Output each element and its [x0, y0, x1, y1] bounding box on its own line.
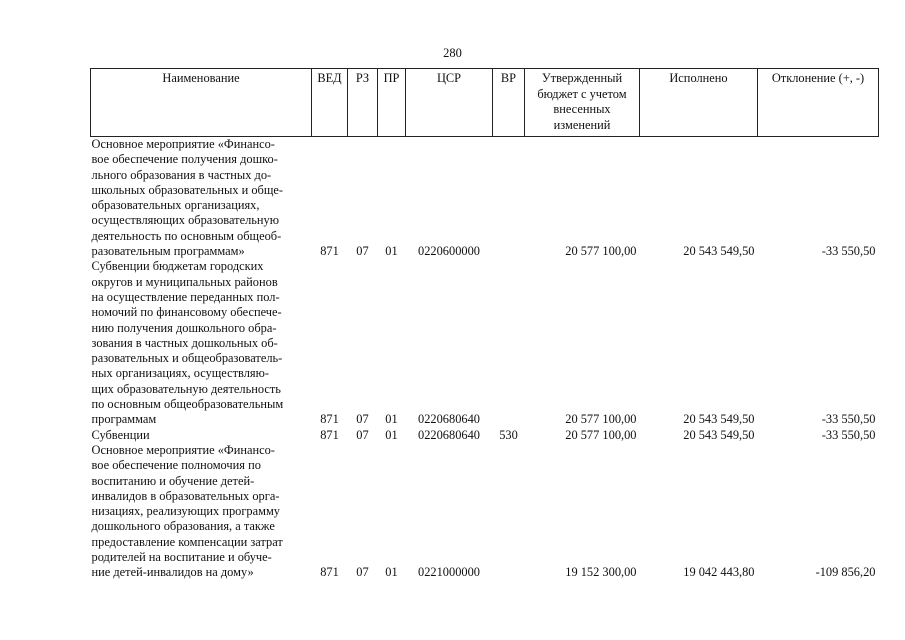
- name-line: разовательных и общеобразователь-: [91, 351, 283, 366]
- budget-execution-table: [90, 68, 879, 581]
- name-line: льного образования в частных до-: [91, 167, 272, 182]
- name-line: осуществляющих образовательную: [91, 213, 279, 228]
- cell-pr: 01: [385, 412, 398, 427]
- header-rz: РЗ: [348, 69, 378, 137]
- cell-rz: 07: [356, 412, 369, 427]
- name-line: Субвенции: [91, 427, 150, 442]
- cell-rz: 07: [356, 244, 369, 259]
- header-executed: Исполнено: [640, 69, 758, 137]
- name-line: деятельность по основным общеоб-: [91, 228, 282, 243]
- name-line: инвалидов в образовательных орга-: [91, 488, 280, 503]
- name-line: нию получения дошкольного обра-: [91, 320, 277, 335]
- name-line: программам: [91, 412, 157, 427]
- cell-ved: 871: [320, 565, 339, 580]
- cell-rz: 07: [356, 427, 369, 442]
- name-line: по основным общеобразовательным: [91, 397, 284, 412]
- name-line: на осуществление переданных пол-: [91, 289, 280, 304]
- header-csr: ЦСР: [406, 69, 493, 137]
- header-name: Наименование: [91, 69, 312, 137]
- cell-name: [91, 428, 312, 443]
- cell-name: [91, 443, 312, 581]
- header-approved-budget: Утвержденный бюджет с учетом внесенных изменений: [525, 69, 640, 137]
- cell-vr: [493, 259, 525, 427]
- cell-executed: 20 543 549,50: [683, 244, 755, 259]
- name-line: вое обеспечение полномочия по: [91, 458, 261, 473]
- name-line: образовательных организациях,: [91, 198, 260, 213]
- cell-pr: 01: [385, 244, 398, 259]
- cell-approved-budget: 19 152 300,00: [565, 565, 637, 580]
- name-line: щих образовательную деятельность: [91, 381, 281, 396]
- cell-csr: 0220680640: [418, 412, 480, 427]
- name-line: родителей на воспитание и обуче-: [91, 550, 272, 565]
- table-row: [91, 443, 879, 581]
- header-ved: ВЕД: [312, 69, 348, 137]
- table-row: [91, 428, 879, 443]
- name-line: разовательным программам»: [91, 244, 245, 259]
- cell-name: [91, 137, 312, 260]
- cell-ved: 871: [320, 427, 339, 442]
- cell-deviation: -33 550,50: [821, 244, 876, 259]
- table-body: [91, 137, 879, 581]
- table-header-row: [91, 69, 879, 137]
- table-row: [91, 137, 879, 260]
- cell-executed: 19 042 443,80: [683, 565, 755, 580]
- cell-name: [91, 259, 312, 427]
- name-line: зования в частных дошкольных об-: [91, 335, 278, 350]
- cell-vr: 530: [499, 427, 518, 442]
- cell-csr: 0220680640: [418, 427, 480, 442]
- name-line: Основное мероприятие «Финансо-: [91, 442, 275, 457]
- name-line: предоставление компенсации затрат: [91, 534, 283, 549]
- cell-approved-budget: 20 577 100,00: [565, 427, 637, 442]
- cell-csr: 0221000000: [418, 565, 480, 580]
- name-line: номочий по финансовому обеспече-: [91, 305, 282, 320]
- cell-deviation: -33 550,50: [821, 427, 876, 442]
- name-line: школьных образовательных и обще-: [91, 182, 284, 197]
- name-line: Основное мероприятие «Финансо-: [91, 137, 275, 151]
- cell-approved-budget: 20 577 100,00: [565, 412, 637, 427]
- name-line: вое обеспечение получения дошко-: [91, 152, 278, 167]
- name-line: дошкольного образования, а также: [91, 519, 275, 534]
- cell-pr: 01: [385, 427, 398, 442]
- header-vr: ВР: [493, 69, 525, 137]
- cell-vr: [493, 443, 525, 581]
- cell-ved: 871: [320, 244, 339, 259]
- name-line: ние детей-инвалидов на дому»: [91, 565, 254, 580]
- cell-executed: 20 543 549,50: [683, 427, 755, 442]
- cell-deviation: -33 550,50: [821, 412, 876, 427]
- name-line: округов и муниципальных районов: [91, 274, 278, 289]
- table-row: [91, 259, 879, 427]
- cell-executed: 20 543 549,50: [683, 412, 755, 427]
- header-pr: ПР: [378, 69, 406, 137]
- name-line: низациях, реализующих программу: [91, 504, 281, 519]
- name-line: ных организациях, осуществляю-: [91, 366, 269, 381]
- name-line: Субвенции бюджетам городских: [91, 259, 264, 274]
- cell-rz: 07: [356, 565, 369, 580]
- cell-csr: 0220600000: [418, 244, 480, 259]
- cell-deviation: -109 856,20: [815, 565, 876, 580]
- cell-approved-budget: 20 577 100,00: [565, 244, 637, 259]
- page-number: 280: [443, 46, 462, 60]
- cell-vr: [493, 137, 525, 260]
- cell-ved: 871: [320, 412, 339, 427]
- cell-pr: 01: [385, 565, 398, 580]
- name-line: воспитанию и обучение детей-: [91, 473, 255, 488]
- header-deviation: Отклонение (+, -): [758, 69, 879, 137]
